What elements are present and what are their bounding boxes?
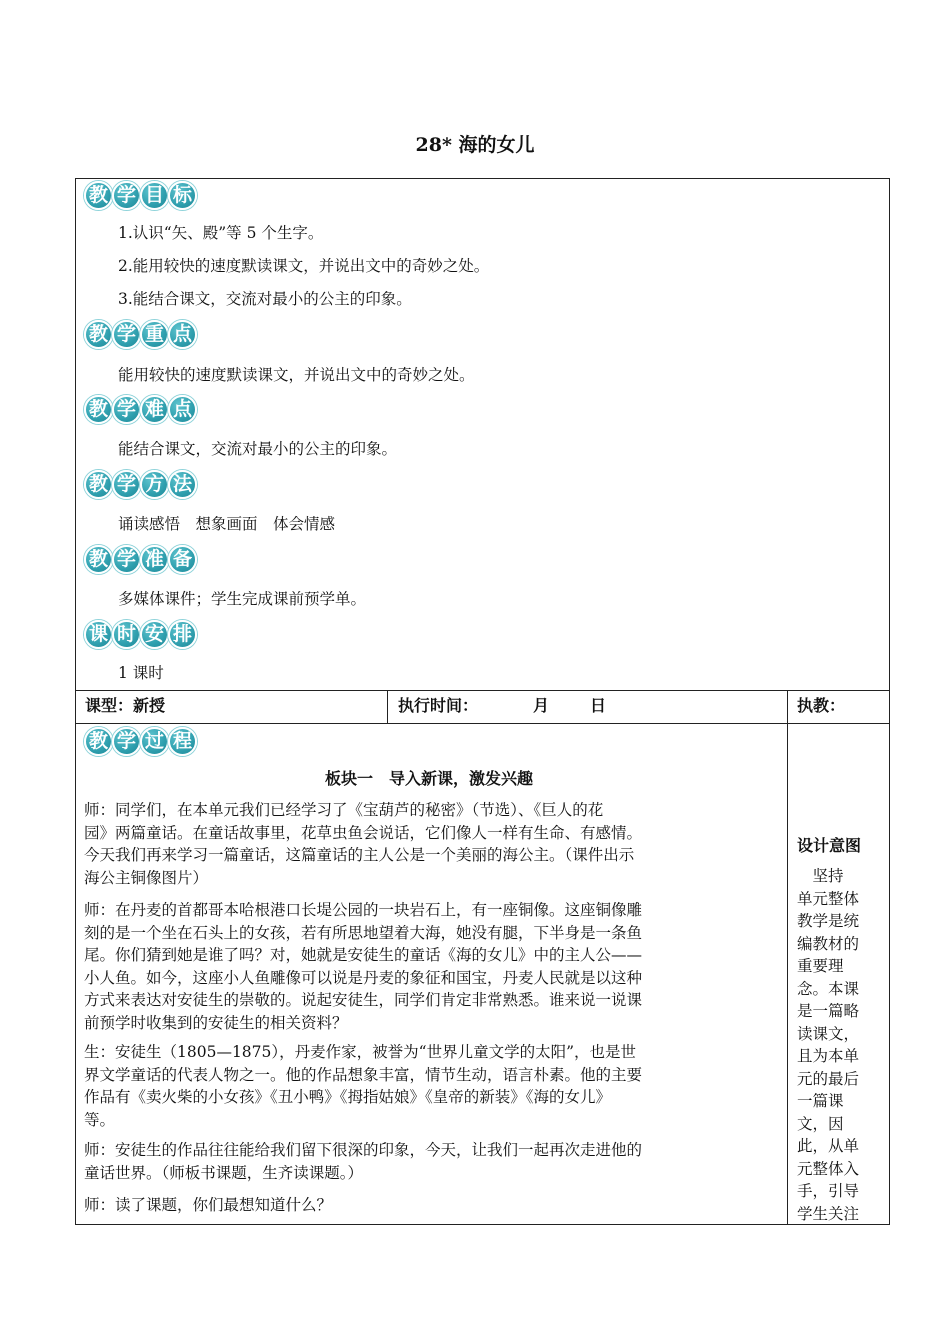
side-line: 且为本单: [797, 1047, 860, 1065]
methods-badge: [84, 470, 196, 499]
side-line: 坚持: [797, 867, 844, 885]
paragraph-line: 尾。你们猜到她是谁了吗？对，她就是安徒生的童话《海的女儿》中的主人公——: [84, 946, 643, 964]
paragraph-line: 生：安徒生（1805—1875），丹麦作家，被誉为“世界儿童文学的太阳”，也是世: [84, 1043, 636, 1061]
process-badge: [84, 727, 196, 756]
side-line: 读课文，: [797, 1024, 860, 1043]
side-line: 教学是统: [797, 912, 860, 930]
paragraph-line: 师：读了课题，你们最想知道什么？: [84, 1196, 333, 1214]
goals-badge: [84, 181, 196, 210]
paragraph-line: 今天我们再来学习一篇童话，这篇童话的主人公是一个美丽的海公主。（课件出示: [84, 846, 635, 864]
teacher-label: 执教：: [797, 696, 846, 715]
goal-item: 3.能结合课文，交流对最小的公主的印象。: [118, 290, 412, 308]
goal-item: 2.能用较快的速度默读课文，并说出文中的奇妙之处。: [118, 257, 490, 275]
goal-item: 1.认识“矢、殿”等 5 个生字。: [118, 224, 324, 242]
row-divider: [75, 690, 890, 691]
row-divider: [75, 723, 890, 724]
side-line: 念。本课: [797, 979, 860, 998]
process-paragraph: [84, 799, 784, 889]
paragraph-line: 海公主铜像图片）: [84, 868, 209, 887]
side-line: 此，从单: [797, 1137, 860, 1155]
side-line: 重要理: [797, 957, 844, 975]
block-title: 板块一 导入新课，激发兴趣: [325, 769, 534, 788]
badge-char: 过: [140, 727, 169, 756]
process-paragraph: [84, 1041, 784, 1131]
paragraph-line: 刻的是一个坐在石头上的女孩，若有所思地望着大海，她没有腿，下半身是一条鱼: [84, 923, 643, 942]
side-line: 元整体入: [797, 1159, 860, 1178]
day-label: 日: [590, 696, 607, 715]
preparation-text: 多媒体课件；学生完成课前预学单。: [118, 590, 367, 608]
badge-char: 难: [140, 395, 169, 424]
difficulties-text: 能结合课文，交流对最小的公主的印象。: [118, 440, 398, 458]
badge-char: 备: [168, 545, 197, 574]
paragraph-line: 等。: [84, 1110, 116, 1129]
side-line: 编教材的: [797, 934, 860, 953]
badge-char: 学: [112, 320, 141, 349]
column-divider: [787, 690, 788, 1225]
key-points-badge: [84, 320, 196, 349]
methods-text: 诵读感悟 想象画面 体会情感: [118, 515, 336, 533]
badge-char: 重: [140, 320, 169, 349]
badge-char: 学: [112, 545, 141, 574]
paragraph-line: 作品有《卖火柴的小女孩》《丑小鸭》《拇指姑娘》《皇帝的新装》《海的女儿》: [84, 1088, 612, 1106]
badge-char: 教: [84, 545, 113, 574]
execution-time-label: 执行时间：: [398, 696, 479, 715]
design-intent-text: [797, 865, 877, 1225]
design-intent-title: 设计意图: [797, 836, 862, 855]
process-paragraph: [84, 1194, 784, 1217]
month-label: 月: [533, 696, 550, 715]
paragraph-line: 园》两篇童话。在童话故事里，花草虫鱼会说话，它们像人一样有生命、有感情。: [84, 823, 643, 842]
badge-char: 准: [140, 545, 169, 574]
difficulties-badge: [84, 395, 196, 424]
badge-char: 课: [84, 620, 113, 649]
paragraph-line: 前预学时收集到的安徒生的相关资料？: [84, 1013, 348, 1032]
preparation-badge: [84, 545, 196, 574]
badge-char: 学: [112, 727, 141, 756]
schedule-badge: [84, 620, 196, 649]
badge-char: 法: [168, 470, 197, 499]
side-line: 元的最后: [797, 1069, 860, 1088]
badge-char: 标: [168, 181, 197, 210]
badge-char: 排: [168, 620, 197, 649]
process-paragraph: [84, 899, 784, 1034]
side-line: 手，引导: [797, 1182, 860, 1200]
process-paragraph: [84, 1139, 784, 1184]
badge-char: 学: [112, 470, 141, 499]
side-line: 是一篇略: [797, 1002, 860, 1020]
badge-char: 学: [112, 181, 141, 210]
paragraph-line: 师：同学们，在本单元我们已经学习了《宝葫芦的秘密》（节选）、《巨人的花: [84, 801, 604, 819]
badge-char: 程: [168, 727, 197, 756]
side-line: 学生关注: [797, 1204, 860, 1223]
badge-char: 教: [84, 395, 113, 424]
badge-char: 时: [112, 620, 141, 649]
badge-char: 学: [112, 395, 141, 424]
side-line: 文，因: [797, 1114, 844, 1133]
badge-char: 教: [84, 727, 113, 756]
paragraph-line: 界文学童话的代表人物之一。他的作品想象丰富，情节生动，语言朴素。他的主要: [84, 1065, 643, 1084]
badge-char: 点: [168, 320, 197, 349]
paragraph-line: 师：安徒生的作品往往能给我们留下很深的印象，今天，让我们一起再次走进他的: [84, 1141, 643, 1159]
side-line: 单元整体: [797, 889, 860, 908]
page-title: 28* 海的女儿: [415, 134, 535, 156]
badge-char: 目: [140, 181, 169, 210]
badge-char: 安: [140, 620, 169, 649]
paragraph-line: 童话世界。（师板书课题，生齐读课题。）: [84, 1163, 364, 1182]
paragraph-line: 师：在丹麦的首都哥本哈根港口长堤公园的一块岩石上，有一座铜像。这座铜像雕: [84, 901, 643, 919]
schedule-text: 1 课时: [118, 664, 164, 682]
badge-char: 点: [168, 395, 197, 424]
column-divider: [387, 690, 388, 723]
key-points-text: 能用较快的速度默读课文，并说出文中的奇妙之处。: [118, 366, 475, 384]
paragraph-line: 小人鱼。如今，这座小人鱼雕像可以说是丹麦的象征和国宝，丹麦人民就是以这种: [84, 968, 643, 987]
lesson-type-label: 课型：新授: [85, 696, 166, 715]
badge-char: 教: [84, 181, 113, 210]
paragraph-line: 方式来表达对安徒生的崇敬的。说起安徒生，同学们肯定非常熟悉。谁来说一说课: [84, 991, 643, 1009]
badge-char: 教: [84, 470, 113, 499]
side-line: 一篇课: [797, 1092, 844, 1110]
badge-char: 教: [84, 320, 113, 349]
badge-char: 方: [140, 470, 169, 499]
